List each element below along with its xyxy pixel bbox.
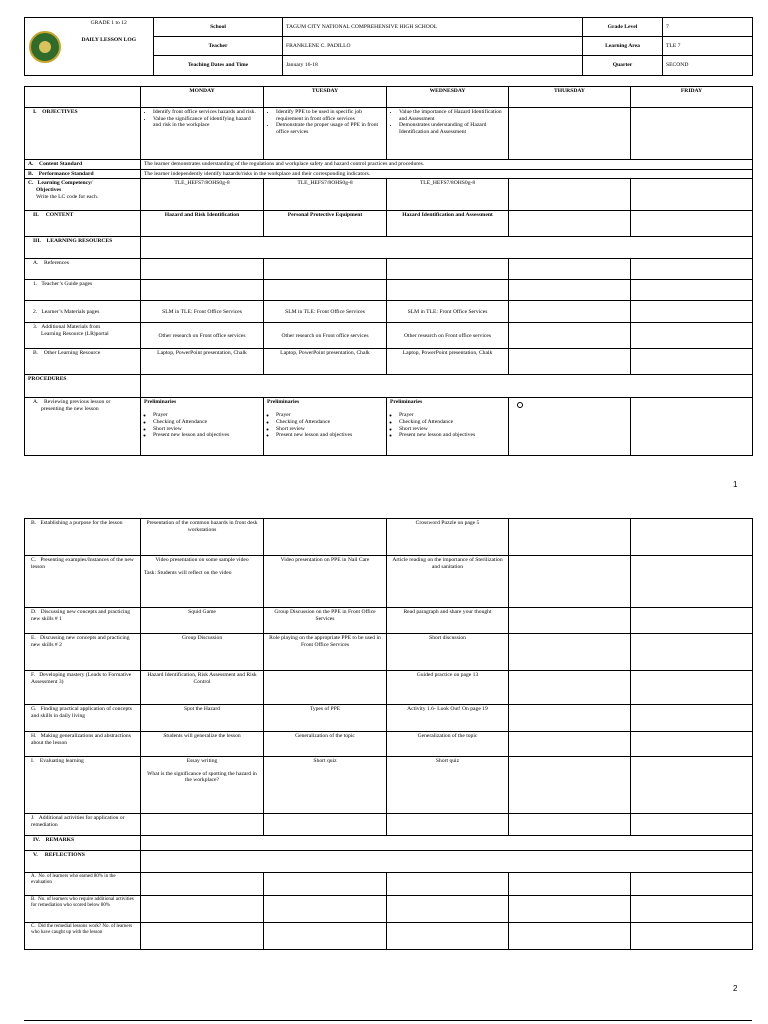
practical-application-label: G. Finding practical application of concepts and skills in daily living: [25, 705, 141, 732]
ref-b-wed: [387, 896, 509, 923]
lesson-plan-table-page2: [24, 518, 753, 950]
additional-materials-label-cell: [25, 323, 141, 349]
row-f-friday: [631, 671, 753, 705]
empty-circle-icon: [517, 402, 523, 408]
content-monday: Hazard and Risk Identification: [141, 211, 264, 237]
developing-mastery-label: F. Developing mastery (Leads to Formative Assessment 3): [25, 671, 141, 705]
discussing-2-label: E. Discussing new concepts and practicing new skills # 2: [25, 634, 141, 671]
content-friday: [631, 211, 753, 237]
preliminaries-heading: Preliminaries: [267, 399, 300, 406]
dates-value: January 16-18: [283, 56, 583, 76]
row-j-tuesday: [264, 814, 387, 836]
objective-item: • Identify PPE to be used in specific job requirement in front office services: [276, 109, 383, 122]
procedures-spacer: [141, 375, 753, 398]
row-c-thursday: [509, 556, 631, 608]
grade-level-label: Grade Level: [583, 18, 663, 37]
row-g-wednesday: Activity 1.6- Look Out! On page 19: [387, 705, 509, 732]
objective-item: • Value the importance of Hazard Identification and Assessment: [399, 109, 505, 122]
competency-label-3: Write the LC code for each.: [36, 193, 99, 200]
row-f-tuesday: [264, 671, 387, 705]
row-j-wednesday: [387, 814, 509, 836]
page-number-1: 1: [733, 480, 738, 489]
prelim-item: ◦ Checking of Attendance: [276, 419, 383, 426]
page-bottom-rule: [24, 1020, 752, 1021]
quarter-value: SECOND: [663, 56, 753, 76]
performance-standard-text: The learner independently identify hazards/risks in the workplace and their corresponding indicators.: [141, 169, 753, 179]
competency-label-2: Objectives: [36, 187, 62, 194]
row-i-friday: [631, 757, 753, 814]
row-c-tuesday: Video presentation on PPE in Nail Care: [264, 556, 387, 608]
prelim-item: ◦ Prayer: [153, 412, 260, 419]
row-f-monday: Hazard Identification, Risk Assessment and Risk Control: [141, 671, 264, 705]
prelim-item: ◦ Present new lesson and objectives: [276, 432, 383, 439]
presenting-examples-label: C. Presenting examples/Instances of the new lesson: [25, 556, 141, 608]
row-c-monday-task: Task: Students will reflect on the video: [144, 569, 232, 576]
materials-wednesday: SLM in TLE: Front Office Services: [387, 301, 509, 323]
ref-c-fri: [631, 923, 753, 950]
row-b-tuesday: [264, 519, 387, 556]
resources-label: III. LEARNING RESOURCES: [25, 237, 141, 259]
row-g-monday: Spot the Hazard: [141, 705, 264, 732]
log-title: DAILY LESSON LOG: [81, 36, 137, 43]
tg-wednesday: [387, 280, 509, 301]
row-e-monday: Group Discussion: [141, 634, 264, 671]
row-h-monday: Students will generalize the lesson: [141, 732, 264, 757]
row-i-tuesday: Short quiz: [264, 757, 387, 814]
reflections-label: V. REFLECTIONS: [25, 851, 141, 873]
preliminaries-heading: Preliminaries: [144, 399, 177, 406]
prelim-item: ◦ Prayer: [276, 412, 383, 419]
prelim-item: ◦ Short review: [276, 426, 383, 433]
row-e-tuesday: Role playing on the appropriate PPE to be used in Front Office Services: [264, 634, 387, 671]
resources-spacer: [141, 237, 753, 259]
reflections-spacer: [141, 851, 753, 873]
ref-b-fri: [631, 896, 753, 923]
content-thursday: [509, 211, 631, 237]
teacher-label: Teacher: [154, 37, 283, 56]
additional-tuesday: Other research on Front office services: [264, 323, 387, 349]
ref-b-thu: [509, 896, 631, 923]
review-friday: [631, 398, 753, 456]
review-label-2: presenting the new lesson: [41, 406, 99, 413]
row-d-monday: Squid Game: [141, 608, 264, 634]
ref-c-mon: [141, 923, 264, 950]
quarter-label: Quarter: [583, 56, 663, 76]
row-j-monday: [141, 814, 264, 836]
competency-friday: [631, 179, 753, 211]
dates-label: Teaching Dates and Time: [154, 56, 283, 76]
header-table: [24, 17, 753, 76]
references-friday: [631, 259, 753, 280]
row-c-friday: [631, 556, 753, 608]
prelim-item: ◦ Prayer: [399, 412, 505, 419]
row-j-thursday: [509, 814, 631, 836]
ref-c-thu: [509, 923, 631, 950]
row-b-monday: Presentation of the common hazards in front desk workstations: [141, 519, 264, 556]
tg-friday: [631, 280, 753, 301]
content-standard-label: A. Content Standard: [25, 160, 141, 170]
competency-thursday: [509, 179, 631, 211]
row-h-tuesday: Generalization of the topic: [264, 732, 387, 757]
other-wednesday: Laptop, PowerPoint presentation, Chalk: [387, 349, 509, 375]
day-header-friday: FRIDAY: [631, 87, 753, 108]
day-header-monday: MONDAY: [141, 87, 264, 108]
objectives-friday: [631, 108, 753, 160]
references-tuesday: [264, 259, 387, 280]
school-label: School: [154, 18, 283, 37]
other-friday: [631, 349, 753, 375]
discussing-1-label: D. Discussing new concepts and practicing new skills # 1: [25, 608, 141, 634]
references-thursday: [509, 259, 631, 280]
row-d-thursday: [509, 608, 631, 634]
review-tuesday: [264, 398, 387, 456]
teachers-guide-label: 1. Teacher’s Guide pages: [25, 280, 141, 301]
reflection-row-a: A. No. of learners who earned 80% in the evaluation: [25, 873, 141, 896]
reflection-row-c: C. Did the remedial lessons work? No. of learners who have caught up with the lesson: [25, 923, 141, 950]
ref-a-fri: [631, 873, 753, 896]
row-i-monday-text: Essay writing: [186, 758, 218, 764]
remarks-label: IV. REMARKS: [25, 836, 141, 851]
additional-friday: [631, 323, 753, 349]
references-monday: [141, 259, 264, 280]
procedures-label: PROCEDURES: [25, 375, 141, 398]
prelim-item: ◦ Checking of Attendance: [399, 419, 505, 426]
row-i-wednesday: Short quiz: [387, 757, 509, 814]
objectives-wednesday: [387, 108, 509, 160]
objective-item: • Demonstrates understanding of Hazard Identification and Assessment: [399, 122, 505, 135]
materials-tuesday: SLM in TLE: Front Office Services: [264, 301, 387, 323]
review-label: A. Reviewing previous lesson or: [33, 399, 111, 406]
review-wednesday: [387, 398, 509, 456]
row-c-wednesday: Article reading on the importance of Sterilization and sanitation: [387, 556, 509, 608]
row-d-tuesday: Group Discussion on the PPE in Front Office Services: [264, 608, 387, 634]
review-thursday: [509, 398, 631, 456]
prelim-item: ◦ Present new lesson and objectives: [153, 432, 260, 439]
day-header-wednesday: WEDNESDAY: [387, 87, 509, 108]
row-c-monday: [141, 556, 264, 608]
other-resource-label: B. Other Learning Resource: [25, 349, 141, 375]
other-tuesday: Laptop, PowerPoint presentation, Chalk: [264, 349, 387, 375]
tg-tuesday: [264, 280, 387, 301]
grade-label: GRADE 1 to 12: [90, 20, 127, 26]
performance-standard-label: B. Performance Standard: [25, 169, 141, 179]
grade-level-value: 7: [663, 18, 753, 37]
row-d-wednesday: Read paragraph and share your thought: [387, 608, 509, 634]
generalizations-label: H. Making generalizations and abstractions about the lesson: [25, 732, 141, 757]
school-seal-icon: [29, 31, 61, 63]
ref-a-wed: [387, 873, 509, 896]
prelim-item: ◦ Short review: [153, 426, 260, 433]
row-i-monday: [141, 757, 264, 814]
competency-wednesday: TLE_HEFS7/8OHS0g-8: [387, 179, 509, 211]
row-g-tuesday: Types of PPE: [264, 705, 387, 732]
row-h-friday: [631, 732, 753, 757]
materials-monday: SLM in TLE: Front Office Services: [141, 301, 264, 323]
references-wednesday: [387, 259, 509, 280]
row-b-friday: [631, 519, 753, 556]
competency-monday: TLE_HEFS7/8OHS0g-8: [141, 179, 264, 211]
references-label: A. References: [25, 259, 141, 280]
content-wednesday: Hazard Identification and Assessment: [387, 211, 509, 237]
content-standard-text: The learner demonstrates understanding of the regulations and workplace safety and hazard control practices and procedures.: [141, 160, 753, 170]
teacher-value: FRANKLENE C. PADILLO: [283, 37, 583, 56]
objectives-label: I. OBJECTIVES: [25, 108, 141, 160]
ref-b-mon: [141, 896, 264, 923]
review-monday: [141, 398, 264, 456]
learning-area-label: Learning Area: [583, 37, 663, 56]
row-e-friday: [631, 634, 753, 671]
tg-thursday: [509, 280, 631, 301]
content-tuesday: Personal Protective Equipment: [264, 211, 387, 237]
content-label: II. CONTENT: [25, 211, 141, 237]
row-h-thursday: [509, 732, 631, 757]
materials-thursday: [509, 301, 631, 323]
objective-item: • Value the significance of identifying hazard and risk in the workplace: [153, 116, 260, 129]
ref-c-wed: [387, 923, 509, 950]
prelim-item: ◦ Present new lesson and objectives: [399, 432, 505, 439]
row-d-friday: [631, 608, 753, 634]
school-logo-cell: [25, 18, 65, 76]
objective-item: • Identify front office services hazards and risk.: [153, 109, 260, 116]
additional-activities-label: J. Additional activities for application or remediation: [25, 814, 141, 836]
corner-cell: [25, 87, 141, 108]
row-i-thursday: [509, 757, 631, 814]
row-j-friday: [631, 814, 753, 836]
materials-friday: [631, 301, 753, 323]
ref-c-tue: [264, 923, 387, 950]
row-e-thursday: [509, 634, 631, 671]
ref-a-tue: [264, 873, 387, 896]
row-f-thursday: [509, 671, 631, 705]
objectives-monday: [141, 108, 264, 160]
additional-materials-label: 3. Additional Materials from: [33, 324, 101, 331]
prelim-item: ◦ Short review: [399, 426, 505, 433]
row-f-wednesday: Guided practice on page 13: [387, 671, 509, 705]
ref-b-tue: [264, 896, 387, 923]
school-value: TAGUM CITY NATIONAL COMPREHENSIVE HIGH SCHOOL: [283, 18, 583, 37]
day-header-tuesday: TUESDAY: [264, 87, 387, 108]
page-number-2: 2: [733, 984, 738, 993]
evaluating-label: I. Evaluating learning: [25, 757, 141, 814]
additional-monday: Other research on Front office services: [141, 323, 264, 349]
row-i-monday-question: What is the significance of spotting the hazard in the workplace?: [147, 770, 257, 784]
day-header-thursday: THURSDAY: [509, 87, 631, 108]
lesson-plan-table-page1: [24, 86, 753, 456]
row-b-wednesday: Crossword Puzzle on page 5: [387, 519, 509, 556]
additional-thursday: [509, 323, 631, 349]
other-monday: Laptop, PowerPoint presentation, Chalk: [141, 349, 264, 375]
preliminaries-heading: Preliminaries: [390, 399, 423, 406]
establishing-purpose-label: B. Establishing a purpose for the lesson: [25, 519, 141, 556]
ref-a-thu: [509, 873, 631, 896]
competency-label-cell: [25, 179, 141, 211]
row-g-thursday: [509, 705, 631, 732]
log-title-cell: [65, 18, 154, 76]
reflection-row-b: B. No. of learners who require additional activities for remediation who scored below 80%: [25, 896, 141, 923]
row-e-wednesday: Short discussion: [387, 634, 509, 671]
tg-monday: [141, 280, 264, 301]
objective-item: • Demonstrate the proper usage of PPE in front office services: [276, 122, 383, 135]
competency-tuesday: TLE_HEFS7/8OHS0g-8: [264, 179, 387, 211]
ref-a-mon: [141, 873, 264, 896]
learning-area-value: TLE 7: [663, 37, 753, 56]
other-thursday: [509, 349, 631, 375]
row-b-thursday: [509, 519, 631, 556]
learners-materials-label: 2. Learner’s Materials pages: [25, 301, 141, 323]
row-g-friday: [631, 705, 753, 732]
review-label-cell: [25, 398, 141, 456]
additional-wednesday: Other research on Front office services: [387, 323, 509, 349]
remarks-spacer: [141, 836, 753, 851]
objectives-tuesday: [264, 108, 387, 160]
additional-materials-label-2: Learning Resource (LR)portal: [41, 331, 109, 338]
competency-label: C. Learning Competency/: [28, 180, 93, 187]
objectives-thursday: [509, 108, 631, 160]
row-h-wednesday: Generalization of the topic: [387, 732, 509, 757]
row-c-monday-text: Video presentation on some sample video: [155, 557, 249, 563]
prelim-item: ◦ Checking of Attendance: [153, 419, 260, 426]
